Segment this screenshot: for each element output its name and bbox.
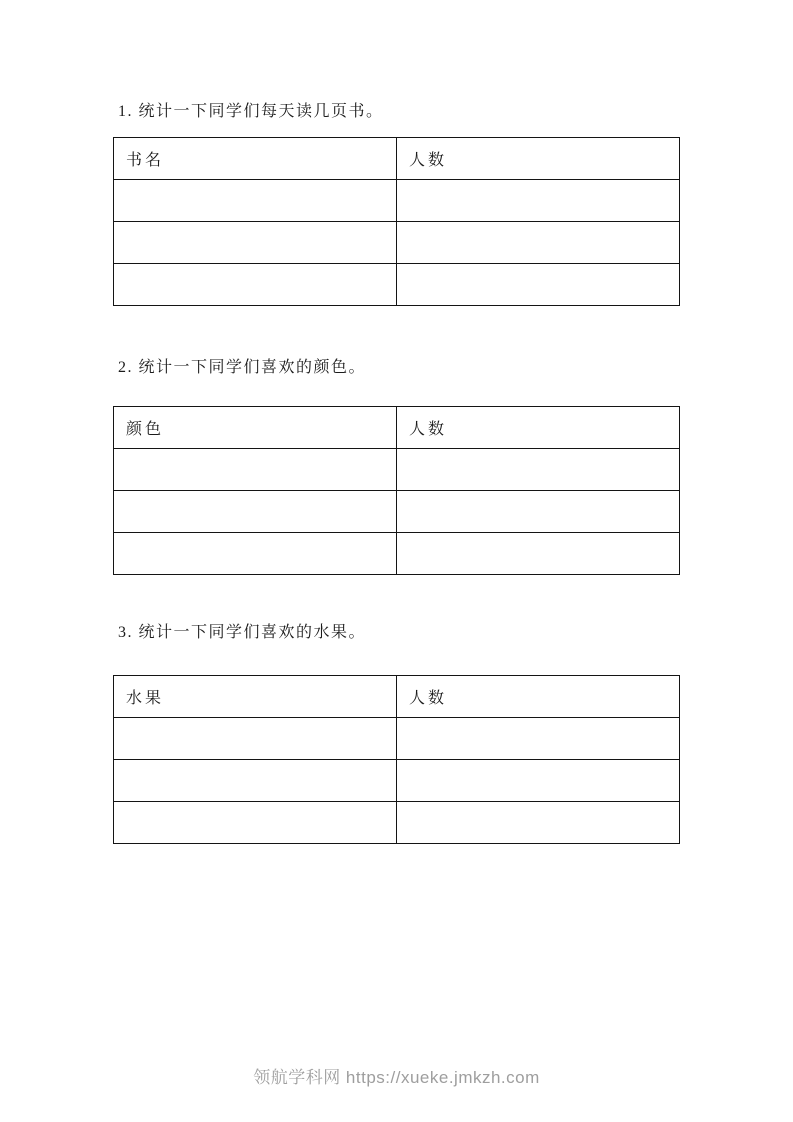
table-row (114, 180, 680, 222)
table-header-row (114, 407, 680, 449)
table-row (114, 264, 680, 306)
table-cell-empty (114, 802, 397, 844)
table-cell-empty (397, 449, 680, 491)
table-header-row (114, 138, 680, 180)
section-heading: 2. 统计一下同学们喜欢的颜色。 (118, 359, 367, 376)
survey-table-fruits (113, 675, 680, 844)
table-cell-empty (397, 222, 680, 264)
table-row (114, 533, 680, 575)
table-cell-empty (397, 180, 680, 222)
table-cell-empty (114, 760, 397, 802)
table-cell-empty (114, 491, 397, 533)
table-cell-empty (114, 533, 397, 575)
table-cell-empty (397, 264, 680, 306)
watermark-footer: 领航学科网 https://xueke.jmkzh.com (253, 1068, 540, 1087)
table-header-cell-category: 书名 (114, 138, 397, 180)
table-cell-empty (397, 802, 680, 844)
table-cell-empty (114, 718, 397, 760)
section-heading: 1. 统计一下同学们每天读几页书。 (118, 103, 384, 120)
section-fruit-survey (113, 623, 680, 844)
section-reading-survey (113, 102, 680, 306)
table-row (114, 449, 680, 491)
table-row (114, 718, 680, 760)
table-header-cell-count: 人数 (397, 407, 680, 449)
table-cell-empty (397, 491, 680, 533)
section-color-survey (113, 358, 680, 575)
table-cell-empty (397, 760, 680, 802)
table-header-cell-category: 水果 (114, 676, 397, 718)
table-cell-empty (114, 222, 397, 264)
table-header-cell-category: 颜色 (114, 407, 397, 449)
table-row (114, 222, 680, 264)
table-header-row (114, 676, 680, 718)
survey-table-books (113, 137, 680, 306)
table-cell-empty (114, 264, 397, 306)
table-header-cell-count: 人数 (397, 138, 680, 180)
table-cell-empty (397, 718, 680, 760)
table-row (114, 802, 680, 844)
table-cell-empty (397, 533, 680, 575)
table-header-cell-count: 人数 (397, 676, 680, 718)
survey-table-colors (113, 406, 680, 575)
table-cell-empty (114, 449, 397, 491)
section-heading: 3. 统计一下同学们喜欢的水果。 (118, 624, 367, 641)
table-row (114, 760, 680, 802)
table-row (114, 491, 680, 533)
table-cell-empty (114, 180, 397, 222)
